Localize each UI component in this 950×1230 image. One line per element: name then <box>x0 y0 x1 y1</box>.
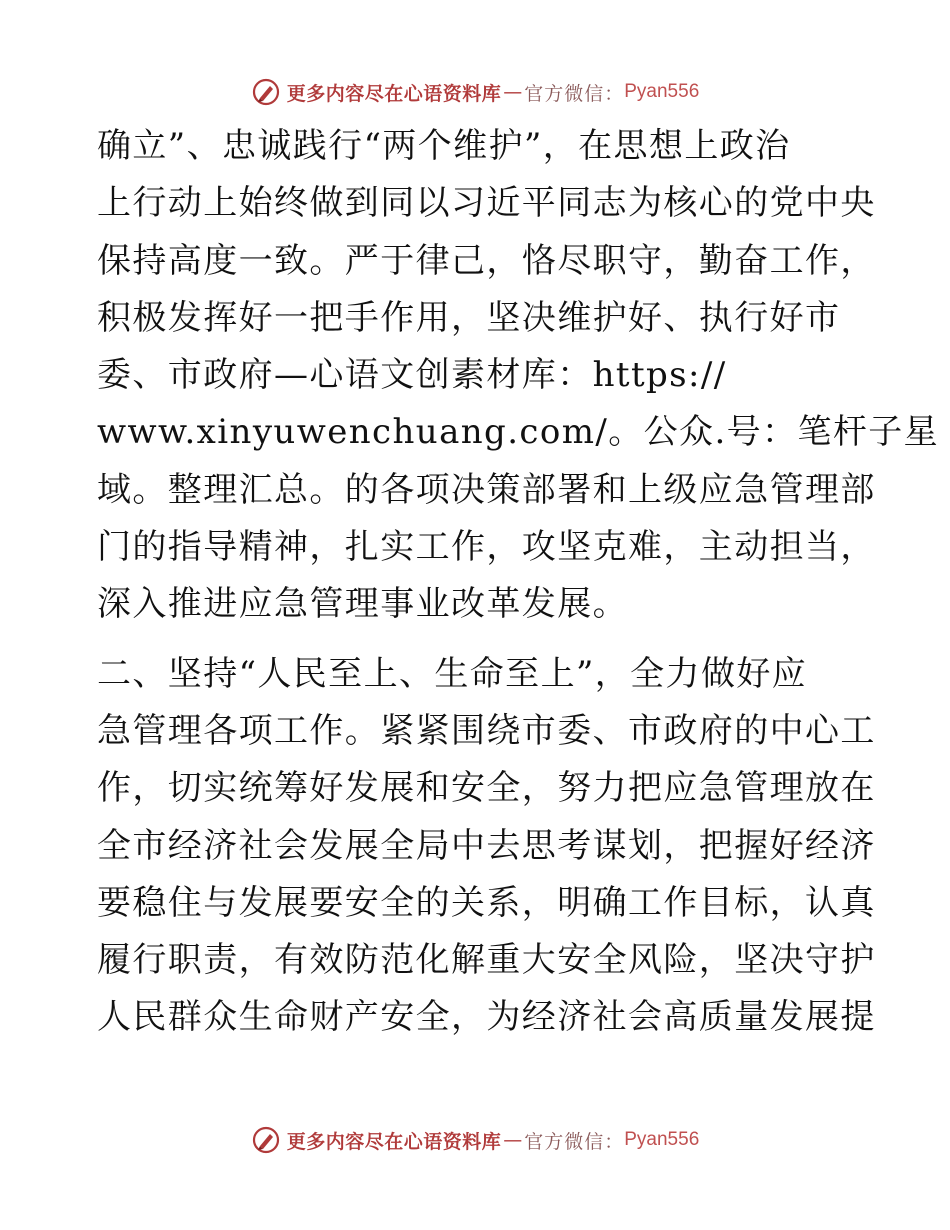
pen-logo-icon <box>251 77 281 107</box>
text-line: 确立”、忠诚践行“两个维护”，在思想上政治 <box>97 126 791 166</box>
text-line: 深入推进应急管理事业改革发展。 <box>97 584 628 625</box>
paragraph-2 <box>97 646 876 1047</box>
text-line: 履行职责，有效防范化解重大安全风险，坚决守护 <box>97 940 876 981</box>
text-line: 门的指导精神，扎实工作，攻坚克难，主动担当， <box>97 527 876 568</box>
footer-banner <box>0 1120 950 1160</box>
footer-title: 更多内容尽在心语资料库 <box>286 1130 502 1153</box>
text-line: 上行动上始终做到同以习近平同志为核心的党中央 <box>97 183 876 224</box>
text-line: 全市经济社会发展全局中去思考谋划，把握好经济 <box>97 825 876 866</box>
text-line: 积极发挥好一把手作用，坚决维护好、执行好市 <box>97 297 841 338</box>
document-body <box>97 118 940 1047</box>
text-line: 人民群众生命财产安全，为经济社会高质量发展提 <box>97 997 876 1038</box>
header-title: 更多内容尽在心语资料库 <box>286 82 502 105</box>
header-wechat-id: Pyan556 <box>624 81 700 102</box>
paragraph-1 <box>97 118 940 634</box>
text-line: 委、市政府—心语文创素材库：https:// <box>97 355 727 396</box>
text-line: 急管理各项工作。紧紧围绕市委、市政府的中心工 <box>97 710 876 751</box>
text-line: 要稳住与发展要安全的关系，明确工作目标，认真 <box>97 882 876 923</box>
header-dash: — <box>503 81 523 103</box>
footer-wechat-id: Pyan556 <box>624 1129 700 1150</box>
header-wechat-label: 官方微信： <box>524 82 625 105</box>
text-line: 作，切实统筹好发展和安全，努力把应急管理放在 <box>97 768 876 809</box>
footer-dash: — <box>503 1129 523 1151</box>
text-line-heading: 二、坚持“人民至上、生命至上”，全力做好应 <box>97 653 808 694</box>
text-line: 域。整理汇总。的各项决策部署和上级应急管理部 <box>97 469 876 510</box>
pen-logo-icon <box>251 1125 281 1155</box>
text-line-url: www.xinyuwenchuang.com/。公众.号：笔杆子星 <box>97 412 940 453</box>
header-banner <box>0 72 950 112</box>
paragraph-gap <box>97 634 857 646</box>
text-line: 保持高度一致。严于律己，恪尽职守，勤奋工作， <box>97 240 876 281</box>
footer-wechat-label: 官方微信： <box>524 1130 625 1153</box>
